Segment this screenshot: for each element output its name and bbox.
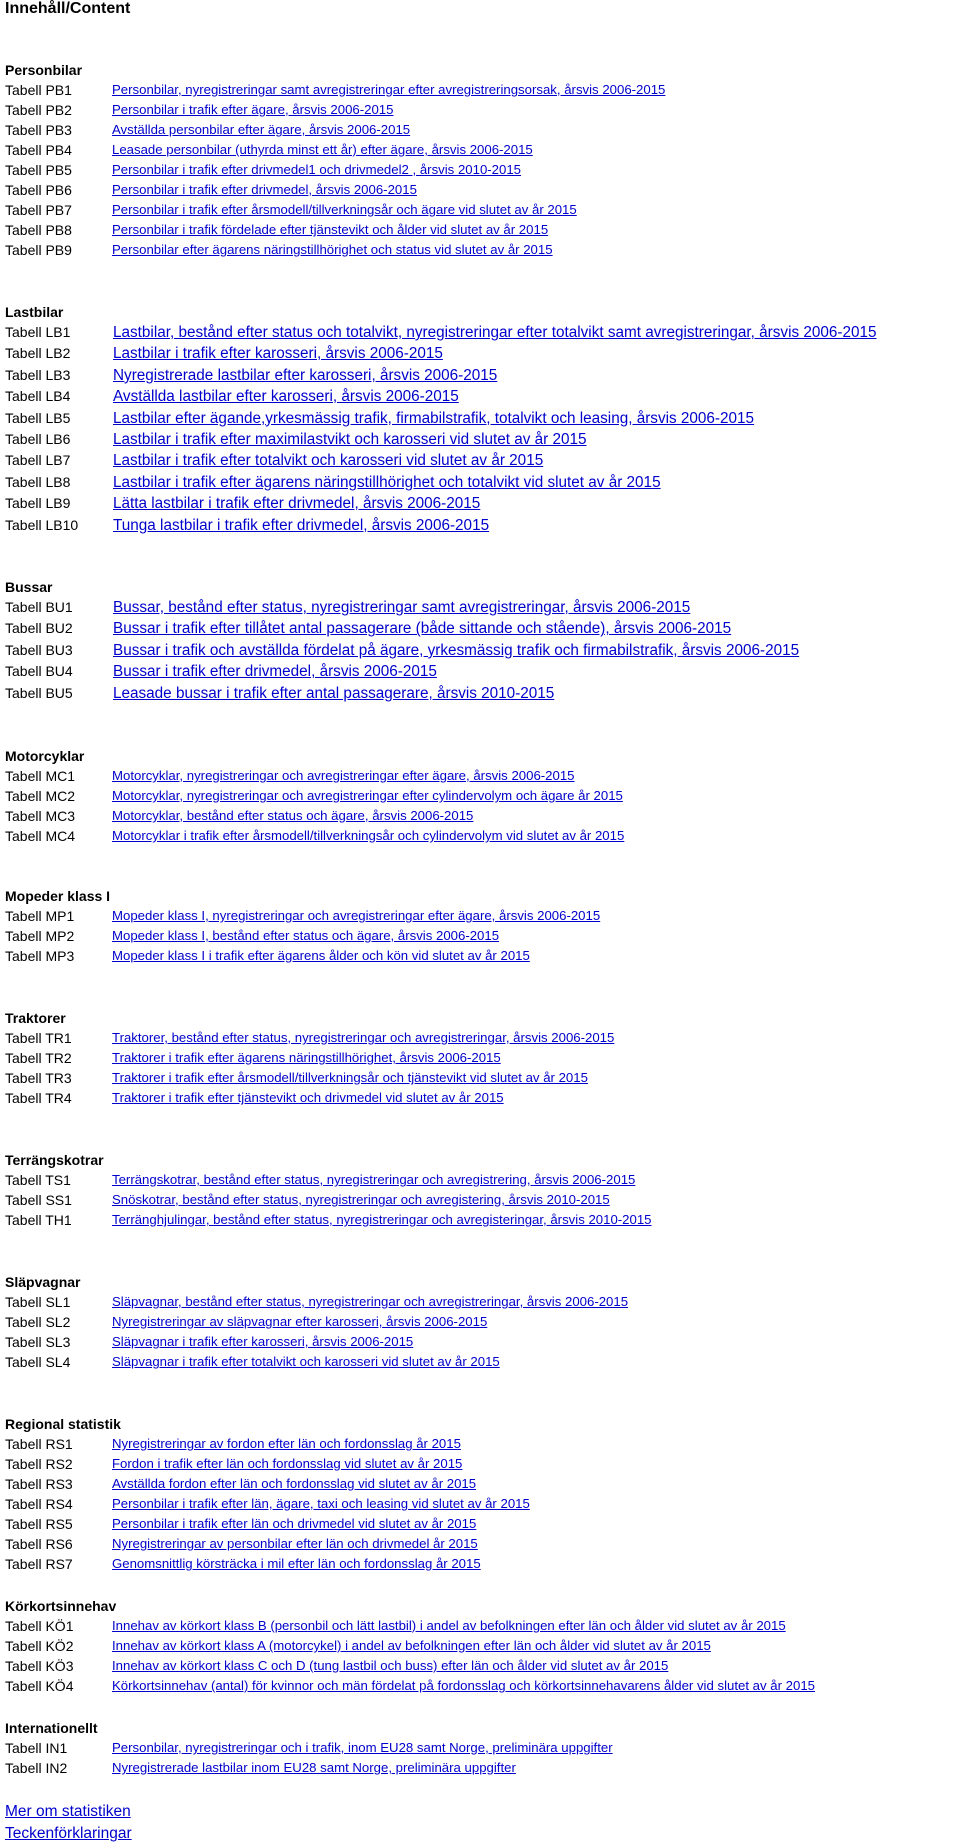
list-item [5,1190,955,1210]
list-item [5,343,955,364]
table-label: Tabell LB1 [5,324,71,340]
list-item [5,1616,955,1636]
list-item [5,365,955,386]
list-item [5,906,955,926]
section-title-terrangskotrar: Terrängskotrar [5,1152,104,1168]
table-label: Tabell PB2 [5,102,72,118]
table-label: Tabell MC4 [5,828,76,844]
list-item [5,806,955,826]
section-title-mopeder: Mopeder klass I [5,888,111,904]
list-item [5,1434,955,1454]
table-link-lb5[interactable]: Lastbilar efter ägande,yrkesmässig trafik, firmabilstrafik, totalvikt och leasing, årsvis 2006-2015 [113,409,755,427]
table-label: Tabell BU5 [5,684,73,701]
table-label: Tabell MP2 [5,928,75,944]
list-item [5,220,955,240]
table-link-rs2[interactable]: Fordon i trafik efter län och fordonsslag vid slutet av år 2015 [112,1456,463,1471]
table-label: Tabell PB9 [5,242,72,258]
table-link-lb9[interactable]: Lätta lastbilar i trafik efter drivmedel, årsvis 2006-2015 [113,495,481,513]
table-link-mc4[interactable]: Motorcyklar i trafik efter årsmodell/tillverkningsår och cylindervolym vid slutet av år 2015 [112,828,625,843]
table-link-bu3[interactable]: Bussar i trafik och avställda fördelat på ägare, yrkesmässig trafik och firmabilstrafik, årsvis 2006-2015 [113,641,800,659]
table-link-pb9[interactable]: Personbilar efter ägarens näringstillhörighet och status vid slutet av år 2015 [112,242,553,257]
list-item [5,1210,955,1230]
table-label: Tabell TR2 [5,1050,72,1066]
table-link-bu5[interactable]: Leasade bussar i trafik efter antal passagerare, årsvis 2010-2015 [113,684,555,702]
list-item [5,618,955,639]
table-link-lb2[interactable]: Lastbilar i trafik efter karosseri, årsvis 2006-2015 [113,345,443,363]
section-mopeder [5,886,955,966]
table-label: Tabell KÖ4 [5,1678,74,1694]
list-item [5,1332,955,1352]
list-item [5,386,955,407]
table-link-rs7[interactable]: Genomsnittlig körsträcka i mil efter län och fordonsslag år 2015 [112,1556,481,1571]
list-item [5,786,955,806]
table-link-rs5[interactable]: Personbilar i trafik efter län och drivmedel vid slutet av år 2015 [112,1516,477,1531]
section-title-slapvagnar: Släpvagnar [5,1274,81,1290]
table-label: Tabell MC2 [5,788,76,804]
table-link-rs6[interactable]: Nyregistreringar av personbilar efter län och drivmedel år 2015 [112,1536,478,1551]
table-label: Tabell BU2 [5,620,73,637]
list-item [5,472,955,493]
list-item [5,240,955,260]
table-label: Tabell LB10 [5,516,79,533]
table-label: Tabell PB8 [5,222,72,238]
section-terrangskotrar [5,1150,955,1230]
table-link-pb4[interactable]: Leasade personbilar (uthyrda minst ett år) efter ägare, årsvis 2006-2015 [112,142,533,157]
list-item [5,493,955,514]
table-label: Tabell PB3 [5,122,72,138]
list-item [5,1474,955,1494]
legend-link[interactable]: Teckenförklaringar [5,1825,132,1842]
list-item [5,100,955,120]
table-link-tr1[interactable]: Traktorer, bestånd efter status, nyregistreringar och avregistreringar, årsvis 2006-2015 [112,1030,615,1045]
table-label: Tabell RS5 [5,1516,73,1532]
table-link-sl1[interactable]: Släpvagnar, bestånd efter status, nyregistreringar och avregistreringar, årsvis 2006-2015 [112,1294,629,1309]
table-link-pb2[interactable]: Personbilar i trafik efter ägare, årsvis 2006-2015 [112,102,394,117]
list-item [5,1292,955,1312]
table-label: Tabell RS4 [5,1496,73,1512]
table-label: Tabell BU1 [5,599,73,615]
list-item [5,1534,955,1554]
table-label: Tabell RS6 [5,1536,73,1552]
table-link-pb7[interactable]: Personbilar i trafik efter årsmodell/tillverkningsår och ägare vid slutet av år 2015 [112,202,577,217]
list-item [5,1656,955,1676]
list-item [5,200,955,220]
table-label: Tabell PB7 [5,202,72,218]
table-label: Tabell SL1 [5,1294,71,1310]
section-regional [5,1414,955,1574]
section-slapvagnar [5,1272,955,1372]
table-label: Tabell TS1 [5,1172,71,1188]
table-label: Tabell IN1 [5,1740,68,1756]
table-link-ss1[interactable]: Snöskotrar, bestånd efter status, nyregistreringar och avregistering, årsvis 2010-2015 [112,1192,610,1207]
table-link-tr4[interactable]: Traktorer i trafik efter tjänstevikt och drivmedel vid slutet av år 2015 [112,1090,504,1105]
table-label: Tabell LB7 [5,452,71,469]
section-korkort [5,1596,955,1696]
list-item [5,180,955,200]
page-title: Innehåll/Content [5,0,131,17]
table-label: Tabell LB9 [5,495,71,512]
section-title-lastbilar: Lastbilar [5,304,64,320]
table-label: Tabell LB2 [5,345,71,362]
table-link-ko1[interactable]: Innehav av körkort klass B (personbil och lätt lastbil) i andel av befolkningen efter län och ålder vid slutet av år 2015 [112,1618,786,1633]
table-label: Tabell MC1 [5,768,76,784]
section-title-korkort: Körkortsinnehav [5,1598,117,1614]
list-item [5,140,955,160]
list-item [5,640,955,661]
list-item [5,683,955,704]
table-label: Tabell BU3 [5,641,73,658]
table-label: Tabell IN2 [5,1760,68,1776]
table-label: Tabell LB4 [5,388,71,405]
section-motorcyklar [5,746,955,846]
table-link-pb1[interactable]: Personbilar, nyregistreringar samt avregistreringar efter avregistreringsorsak, årsvis 2006-2015 [112,82,666,97]
table-label: Tabell PB6 [5,182,72,198]
section-personbilar [5,60,955,260]
list-item [5,515,955,536]
list-item [5,120,955,140]
table-label: Tabell PB1 [5,82,72,98]
table-link-rs3[interactable]: Avställda fordon efter län och fordonsslag vid slutet av år 2015 [112,1476,477,1491]
table-link-in2[interactable]: Nyregistrerade lastbilar inom EU28 samt Norge, preliminära uppgifter [112,1760,516,1775]
list-item [5,597,955,618]
more-stats-link[interactable]: Mer om statistiken [5,1803,131,1820]
table-link-sl2[interactable]: Nyregistreringar av släpvagnar efter karosseri, årsvis 2006-2015 [112,1314,488,1329]
list-item [5,322,955,343]
section-title-motorcyklar: Motorcyklar [5,748,85,764]
table-link-lb6[interactable]: Lastbilar i trafik efter maximilastvikt och karosseri vid slutet av år 2015 [113,430,587,448]
table-link-sl3[interactable]: Släpvagnar i trafik efter karosseri, årsvis 2006-2015 [112,1334,414,1349]
table-link-mc1[interactable]: Motorcyklar, nyregistreringar och avregistreringar efter ägare, årsvis 2006-2015 [112,768,575,783]
list-item [5,1088,955,1108]
table-link-mp1[interactable]: Mopeder klass I, nyregistreringar och avregistreringar efter ägare, årsvis 2006-2015 [112,908,601,923]
table-link-bu4[interactable]: Bussar i trafik efter drivmedel, årsvis 2006-2015 [113,663,437,681]
section-traktorer [5,1008,955,1108]
table-label: Tabell RS1 [5,1436,73,1452]
table-link-lb7[interactable]: Lastbilar i trafik efter totalvikt och karosseri vid slutet av år 2015 [113,452,544,470]
table-link-sl4[interactable]: Släpvagnar i trafik efter totalvikt och karosseri vid slutet av år 2015 [112,1354,500,1369]
list-item [5,1676,955,1696]
table-link-in1[interactable]: Personbilar, nyregistreringar och i trafik, inom EU28 samt Norge, preliminära uppgifter [112,1740,613,1755]
table-link-rs4[interactable]: Personbilar i trafik efter län, ägare, taxi och leasing vid slutet av år 2015 [112,1496,530,1511]
list-item [5,926,955,946]
table-label: Tabell RS3 [5,1476,73,1492]
section-title-regional: Regional statistik [5,1416,121,1432]
table-label: Tabell KÖ1 [5,1618,74,1634]
list-item [5,1312,955,1332]
list-item [5,661,955,682]
list-item [5,429,955,450]
section-title-personbilar: Personbilar [5,62,83,78]
table-link-lb10[interactable]: Tunga lastbilar i trafik efter drivmedel, årsvis 2006-2015 [113,516,490,534]
table-link-rs1[interactable]: Nyregistreringar av fordon efter län och fordonsslag år 2015 [112,1436,461,1451]
table-link-mp3[interactable]: Mopeder klass I i trafik efter ägarens ålder och kön vid slutet av år 2015 [112,948,530,963]
table-label: Tabell SL2 [5,1314,71,1330]
list-item [5,450,955,471]
table-link-pb3[interactable]: Avställda personbilar efter ägare, årsvis 2006-2015 [112,122,411,137]
table-label: Tabell RS2 [5,1456,73,1472]
table-label: Tabell KÖ3 [5,1658,74,1674]
table-label: Tabell BU4 [5,663,73,680]
table-label: Tabell LB8 [5,473,71,490]
table-label: Tabell MP1 [5,908,75,924]
table-label: Tabell TH1 [5,1212,72,1228]
table-label: Tabell TR1 [5,1030,72,1046]
list-item [5,80,955,100]
list-item [5,1068,955,1088]
section-title-traktorer: Traktorer [5,1010,66,1026]
table-link-ko2[interactable]: Innehav av körkort klass A (motorcykel) i andel av befolkningen efter län och ålder vid slutet av år 2015 [112,1638,711,1653]
table-label: Tabell SL3 [5,1334,71,1350]
table-link-tr2[interactable]: Traktorer i trafik efter ägarens näringstillhörighet, årsvis 2006-2015 [112,1050,501,1065]
list-item [5,1738,955,1758]
table-link-lb3[interactable]: Nyregistrerade lastbilar efter karosseri, årsvis 2006-2015 [113,366,498,384]
list-item [5,946,955,966]
section-bussar [5,577,955,704]
list-item [5,1170,955,1190]
list-item [5,1554,955,1574]
list-item [5,766,955,786]
table-link-ko3[interactable]: Innehav av körkort klass C och D (tung lastbil och buss) efter län och ålder vid slutet av år 2015 [112,1658,669,1673]
section-title-bussar: Bussar [5,579,53,595]
list-item [5,1514,955,1534]
table-link-bu1[interactable]: Bussar, bestånd efter status, nyregistreringar samt avregistreringar, årsvis 2006-2015 [113,599,691,616]
table-label: Tabell MP3 [5,948,75,964]
table-label: Tabell LB5 [5,409,71,426]
section-internationellt [5,1718,955,1778]
table-link-lb4[interactable]: Avställda lastbilar efter karosseri, årsvis 2006-2015 [113,388,459,406]
list-item [5,1048,955,1068]
table-label: Tabell SS1 [5,1192,72,1208]
table-label: Tabell PB5 [5,162,72,178]
table-link-lb1[interactable]: Lastbilar, bestånd efter status och totalvikt, nyregistreringar efter totalvikt samt avregistreringar, årsvis 2006-2015 [113,324,877,341]
table-label: Tabell RS7 [5,1556,73,1572]
table-label: Tabell SL4 [5,1354,71,1370]
table-link-pb8[interactable]: Personbilar i trafik fördelade efter tjänstevikt och ålder vid slutet av år 2015 [112,222,549,237]
list-item [5,1352,955,1372]
list-item [5,826,955,846]
table-link-pb6[interactable]: Personbilar i trafik efter drivmedel, årsvis 2006-2015 [112,182,417,197]
list-item [5,1494,955,1514]
list-item [5,1454,955,1474]
section-lastbilar [5,302,955,536]
table-label: Tabell MC3 [5,808,76,824]
table-link-mp2[interactable]: Mopeder klass I, bestånd efter status och ägare, årsvis 2006-2015 [112,928,500,943]
table-link-th1[interactable]: Terränghjulingar, bestånd efter status, nyregistreringar och avregisteringar, årsvis 2010-2015 [112,1212,652,1227]
section-title-internationellt: Internationellt [5,1720,98,1736]
table-link-lb8[interactable]: Lastbilar i trafik efter ägarens näringstillhörighet och totalvikt vid slutet av år 2015 [113,473,661,491]
list-item [5,1758,955,1778]
list-item [5,160,955,180]
table-link-tr3[interactable]: Traktorer i trafik efter årsmodell/tillverkningsår och tjänstevikt vid slutet av år 2015 [112,1070,588,1085]
table-label: Tabell LB6 [5,430,71,447]
table-link-ts1[interactable]: Terrängskotrar, bestånd efter status, nyregistreringar och avregistrering, årsvis 2006-2015 [112,1172,636,1187]
table-label: Tabell TR4 [5,1090,72,1106]
list-item [5,1028,955,1048]
list-item [5,1636,955,1656]
table-link-ko4[interactable]: Körkortsinnehav (antal) för kvinnor och män fördelat på fordonsslag och körkortsinnehavarens ålder vid slutet av år 2015 [112,1678,815,1693]
table-link-bu2[interactable]: Bussar i trafik efter tillåtet antal passagerare (både sittande och stående), årsvis 2006-2015 [113,620,732,638]
table-link-pb5[interactable]: Personbilar i trafik efter drivmedel1 och drivmedel2 , årsvis 2010-2015 [112,162,522,177]
table-label: Tabell KÖ2 [5,1638,74,1654]
table-link-mc3[interactable]: Motorcyklar, bestånd efter status och ägare, årsvis 2006-2015 [112,808,474,823]
table-label: Tabell LB3 [5,366,71,383]
table-label: Tabell TR3 [5,1070,72,1086]
list-item [5,408,955,429]
table-link-mc2[interactable]: Motorcyklar, nyregistreringar och avregistreringar efter cylindervolym och ägare år 2015 [112,788,623,803]
table-label: Tabell PB4 [5,142,72,158]
